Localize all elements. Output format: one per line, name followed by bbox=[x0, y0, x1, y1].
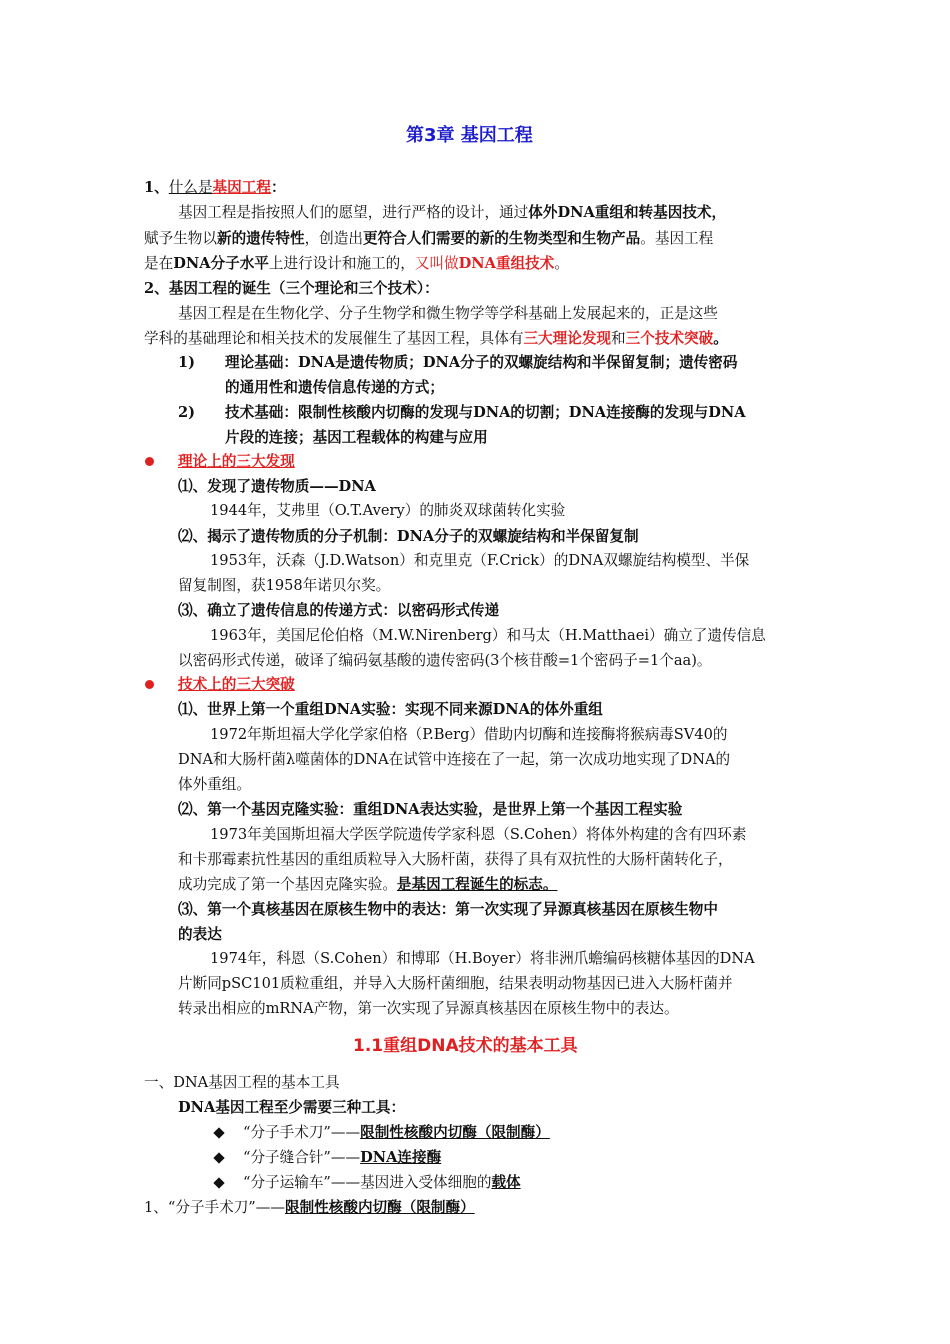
diamond-bullet-icon bbox=[213, 1177, 224, 1188]
text-run: 三大理论发现 bbox=[523, 330, 612, 347]
bullet-dot-icon bbox=[145, 680, 154, 689]
theory-item-heading: ⑵、揭示了遗传物质的分子机制：DNA分子的双螺旋结构和半保留复制 bbox=[178, 528, 639, 545]
text-run: 学科的基础理论和相关技术的发展催生了基因工程，具体有 bbox=[144, 330, 524, 347]
text-run: DNA分子水平 bbox=[173, 255, 269, 272]
text-run: 限制性核酸内切酶（限制酶） bbox=[360, 1124, 550, 1141]
text-run: “分子运输车”——基因进入受体细胞的 bbox=[243, 1174, 492, 1191]
text-run: 。 bbox=[554, 255, 569, 272]
section1-question-text: 什么是 bbox=[168, 179, 213, 196]
tech-item-text: 和卡那霉素抗性基因的重组质粒导入大肠杆菌，获得了具有双抗性的大肠杆菌转化子， bbox=[178, 851, 733, 868]
text-run: 是在 bbox=[144, 255, 174, 272]
tech-item-text: 1973年美国斯坦福大学医学院遗传学家科恩（S.Cohen）将体外构建的含有四环素 bbox=[210, 826, 747, 843]
section2-paragraph-line bbox=[144, 329, 728, 349]
tech-item-text: 1972年斯坦福大学化学家伯格（P.Berg）借助内切酶和连接酶将猴病毒SV40的 bbox=[210, 726, 728, 743]
list-item-line: 技术基础：限制性核酸内切酶的发现与DNA的切割；DNA连接酶的发现与DNA bbox=[225, 404, 746, 421]
text-run: 是基因工程诞生的标志。 bbox=[396, 876, 558, 893]
section1-question-keyword: 基因工程 bbox=[212, 179, 271, 196]
text-run: 基因工程是指按照人们的愿望，进行严格的设计，通过 bbox=[178, 204, 529, 221]
text-run: 上进行设计和施工的， bbox=[268, 255, 415, 272]
theory-bullet-heading: 理论上的三大发现 bbox=[178, 453, 295, 470]
tool-item bbox=[243, 1148, 441, 1168]
diamond-bullet-icon bbox=[213, 1127, 224, 1138]
text-run: 赋予生物以 bbox=[144, 230, 217, 247]
text-run: 和 bbox=[611, 330, 626, 347]
tech-item-text: DNA和大肠杆菌λ噬菌体的DNA在试管中连接在了一起，第一次成功地实现了DNA的 bbox=[178, 751, 731, 768]
text-run: 又叫做 bbox=[414, 255, 459, 272]
tech-item-text: 1974年，科恩（S.Cohen）和博耶（H.Boyer）将非洲爪蟾编码核糖体基因的DNA bbox=[210, 950, 755, 967]
tech-item-text: 片断同pSC101质粒重组，并导入大肠杆菌细胞，结果表明动物基因已进入大肠杆菌并 bbox=[178, 975, 733, 992]
section-1-1-title: 1.1重组DNA技术的基本工具 bbox=[353, 1036, 578, 1056]
tool-item bbox=[243, 1173, 521, 1193]
section2-paragraph-line: 基因工程是在生物化学、分子生物学和微生物学等学科基础上发展起来的，正是这些 bbox=[178, 305, 718, 322]
theory-item-text: 1963年，美国尼伦伯格（M.W.Nirenberg）和马太（H.Matthaei）确立了遗传信息 bbox=[210, 627, 766, 644]
subsection-heading bbox=[144, 1198, 475, 1218]
list-number: 2) bbox=[178, 404, 196, 421]
bullet-dot-icon bbox=[145, 457, 154, 466]
diamond-bullet-icon bbox=[213, 1152, 224, 1163]
text-run: 1、“分子手术刀”—— bbox=[144, 1199, 285, 1216]
tech-bullet-heading: 技术上的三大突破 bbox=[178, 676, 295, 693]
section-1-1-subheading: DNA基因工程至少需要三种工具： bbox=[178, 1099, 406, 1116]
tool-item bbox=[243, 1123, 550, 1143]
text-run: 成功完成了第一个基因克隆实验。 bbox=[178, 876, 397, 893]
text-run: 。 bbox=[713, 330, 728, 347]
tech-item-heading: ⑵、第一个基因克隆实验：重组DNA表达实验，是世界上第一个基因工程实验 bbox=[178, 801, 683, 818]
section1-question-colon: ： bbox=[270, 179, 286, 196]
section1-paragraph-line bbox=[178, 203, 726, 223]
list-number: 1) bbox=[178, 354, 196, 371]
theory-item-heading: ⑴、发现了遗传物质——DNA bbox=[178, 478, 376, 495]
text-run: 更符合人们需要的新的生物类型和生物产品 bbox=[362, 230, 641, 247]
theory-item-text: 留复制图，获1958年诺贝尔奖。 bbox=[178, 577, 391, 594]
theory-item-text: 以密码形式传递，破译了编码氨基酸的遗传密码(3个核苷酸=1个密码子=1个aa)。 bbox=[178, 652, 712, 669]
tech-item-heading: 的表达 bbox=[178, 926, 222, 943]
text-run: “分子手术刀”—— bbox=[243, 1124, 361, 1141]
tech-item-heading: ⑴、世界上第一个重组DNA实验：实现不同来源DNA的体外重组 bbox=[178, 701, 603, 718]
theory-item-text: 1944年，艾弗里（O.T.Avery）的肺炎双球菌转化实验 bbox=[210, 502, 566, 519]
text-run: 限制性核酸内切酶（限制酶） bbox=[284, 1199, 475, 1216]
theory-item-text: 1953年，沃森（J.D.Watson）和克里克（F.Crick）的DNA双螺旋结构模型、半保 bbox=[210, 552, 750, 569]
list-item-line: 理论基础：DNA是遗传物质；DNA分子的双螺旋结构和半保留复制；遗传密码 bbox=[225, 354, 738, 371]
text-run: DNA连接酶 bbox=[360, 1149, 442, 1166]
tech-item-text: 转录出相应的mRNA产物，第一次实现了异源真核基因在原核生物中的表达。 bbox=[178, 1000, 679, 1017]
section1-paragraph-line bbox=[144, 254, 569, 274]
chapter-title: 第3章 基因工程 bbox=[406, 125, 533, 146]
list-item-line: 片段的连接；基因工程载体的构建与应用 bbox=[225, 429, 488, 446]
theory-item-heading: ⑶、确立了遗传信息的传递方式：以密码形式传递 bbox=[178, 602, 500, 619]
text-run: “分子缝合针”—— bbox=[243, 1149, 361, 1166]
section1-paragraph-line bbox=[144, 229, 713, 249]
tech-item-text: 体外重组。 bbox=[178, 776, 251, 793]
section1-question bbox=[144, 178, 286, 198]
text-run: 。基因工程 bbox=[640, 230, 714, 247]
list-item-line: 的通用性和遗传信息传递的方式； bbox=[225, 379, 444, 396]
tech-item-text bbox=[178, 875, 557, 895]
text-run: 三个技术突破 bbox=[625, 330, 714, 347]
section-1-1-heading: 一、DNA基因工程的基本工具 bbox=[144, 1074, 340, 1091]
tech-item-heading: ⑶、第一个真核基因在原核生物中的表达：第一次实现了异源真核基因在原核生物中 bbox=[178, 901, 718, 918]
text-run: 体外DNA重组和转基因技术， bbox=[528, 204, 727, 221]
text-run: 新的遗传特性 bbox=[216, 230, 305, 247]
section1-number: 1、 bbox=[144, 179, 169, 196]
text-run: 载体 bbox=[491, 1174, 521, 1191]
text-run: DNA重组技术 bbox=[458, 255, 555, 272]
section2-heading: 2、基因工程的诞生（三个理论和三个技术）： bbox=[144, 280, 439, 297]
text-run: ，创造出 bbox=[304, 230, 363, 247]
